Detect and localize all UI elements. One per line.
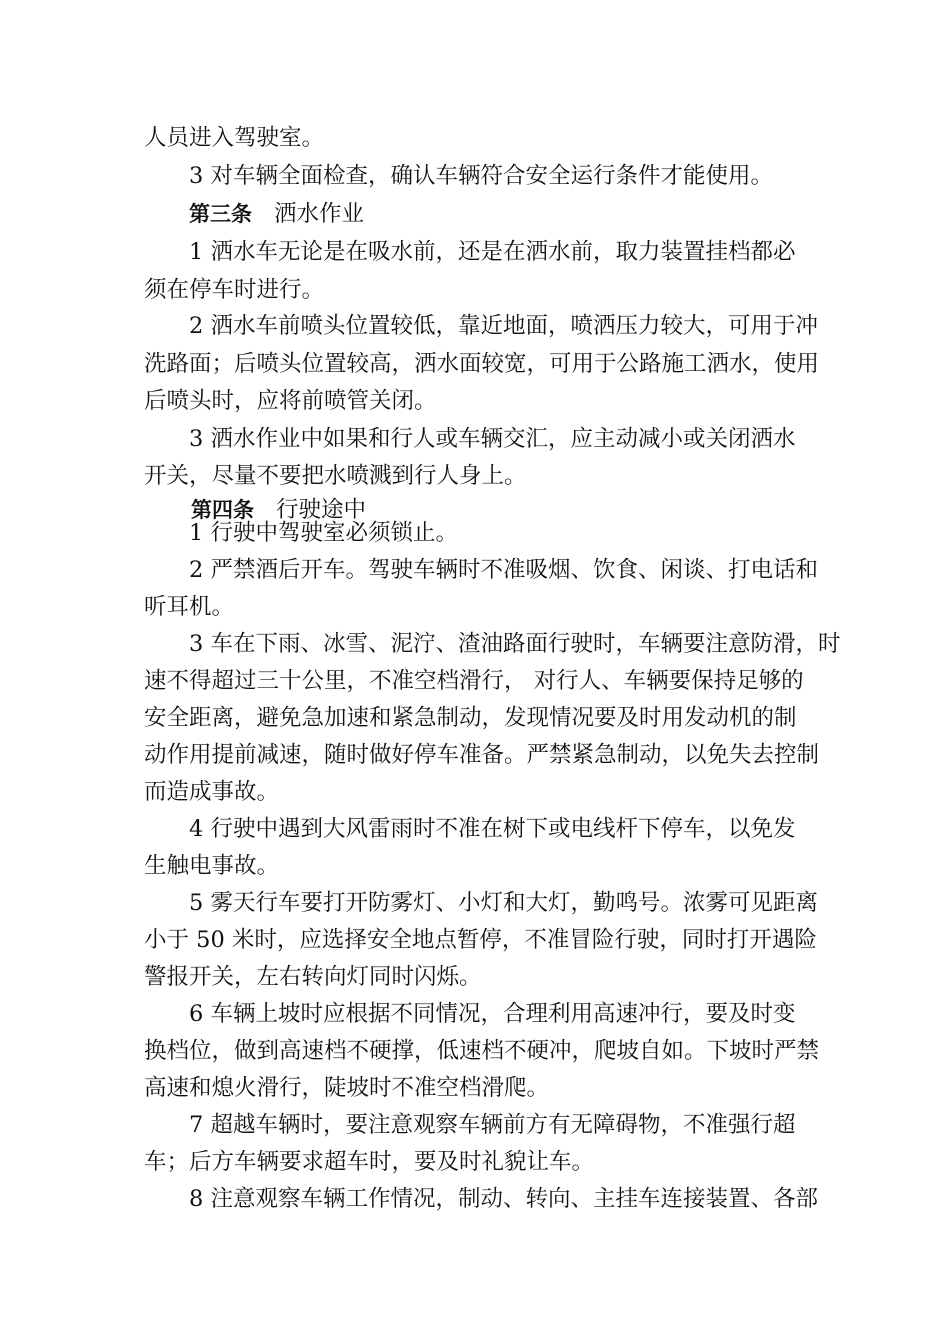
text-line: 动作用提前减速，随时做好停车准备。严禁紧急制动，以免失去控制 bbox=[144, 742, 820, 768]
text-line: 听耳机。 bbox=[144, 594, 235, 620]
text-line: 2 洒水车前喷头位置较低，靠近地面，喷洒压力较大，可用于冲 bbox=[189, 313, 818, 339]
text-line: 速不得超过三十公里，不准空档滑行， 对行人、车辆要保持足够的 bbox=[144, 668, 804, 694]
text-line: 车；后方车辆要求超车时，要及时礼貌让车。 bbox=[144, 1149, 595, 1175]
section-number: 第四条 bbox=[191, 498, 254, 522]
text-line: 而造成事故。 bbox=[144, 779, 280, 805]
text-line: 1 洒水车无论是在吸水前，还是在洒水前，取力装置挂档都必 bbox=[189, 239, 796, 265]
text-line: 换档位，做到高速档不硬撑，低速档不硬冲，爬坡自如。下坡时严禁 bbox=[144, 1038, 820, 1064]
text-line: 后喷头时，应将前喷管关闭。 bbox=[144, 388, 437, 414]
text-line: 须在停车时进行。 bbox=[144, 277, 325, 303]
text-line: 小于 50 米时，应选择安全地点暂停，不准冒险行驶，同时打开遇险 bbox=[144, 927, 817, 953]
text-line: 人员进入驾驶室。 bbox=[144, 125, 325, 151]
section-title: 洒水作业 bbox=[274, 201, 365, 227]
section-title: 行驶途中 bbox=[276, 497, 367, 523]
text-line: 4 行驶中遇到大风雷雨时不准在树下或电线杆下停车，以免发 bbox=[189, 816, 796, 842]
text-line: 1 行驶中驾驶室必须锁止。 bbox=[189, 520, 458, 546]
section-number: 第三条 bbox=[189, 202, 252, 226]
text-line: 警报开关，左右转向灯同时闪烁。 bbox=[144, 964, 482, 990]
text-line: 3 对车辆全面检查，确认车辆符合安全运行条件才能使用。 bbox=[189, 163, 773, 189]
text-line: 高速和熄火滑行，陡坡时不准空档滑爬。 bbox=[144, 1075, 550, 1101]
text-line: 安全距离，避免急加速和紧急制动，发现情况要及时用发动机的制 bbox=[144, 705, 797, 731]
text-line: 生触电事故。 bbox=[144, 853, 280, 879]
text-line: 8 注意观察车辆工作情况，制动、转向、主挂车连接装置、各部 bbox=[189, 1186, 818, 1212]
text-line: 6 车辆上坡时应根据不同情况，合理利用高速冲行，要及时变 bbox=[189, 1001, 796, 1027]
text-line: 2 严禁酒后开车。驾驶车辆时不准吸烟、饮食、闲谈、打电话和 bbox=[189, 557, 818, 583]
text-line: 7 超越车辆时，要注意观察车辆前方有无障碍物，不准强行超 bbox=[189, 1112, 796, 1138]
text-line: 洗路面；后喷头位置较高，洒水面较宽，可用于公路施工洒水，使用 bbox=[144, 351, 820, 377]
text-line: 3 洒水作业中如果和行人或车辆交汇，应主动减小或关闭洒水 bbox=[189, 426, 796, 452]
section-heading-3 bbox=[189, 194, 364, 234]
text-line: 5 雾天行车要打开防雾灯、小灯和大灯，勤鸣号。浓雾可见距离 bbox=[189, 890, 818, 916]
text-line: 开关，尽量不要把水喷溅到行人身上。 bbox=[144, 463, 527, 489]
text-line: 3 车在下雨、冰雪、泥泞、渣油路面行驶时，车辆要注意防滑，时 bbox=[189, 631, 841, 657]
